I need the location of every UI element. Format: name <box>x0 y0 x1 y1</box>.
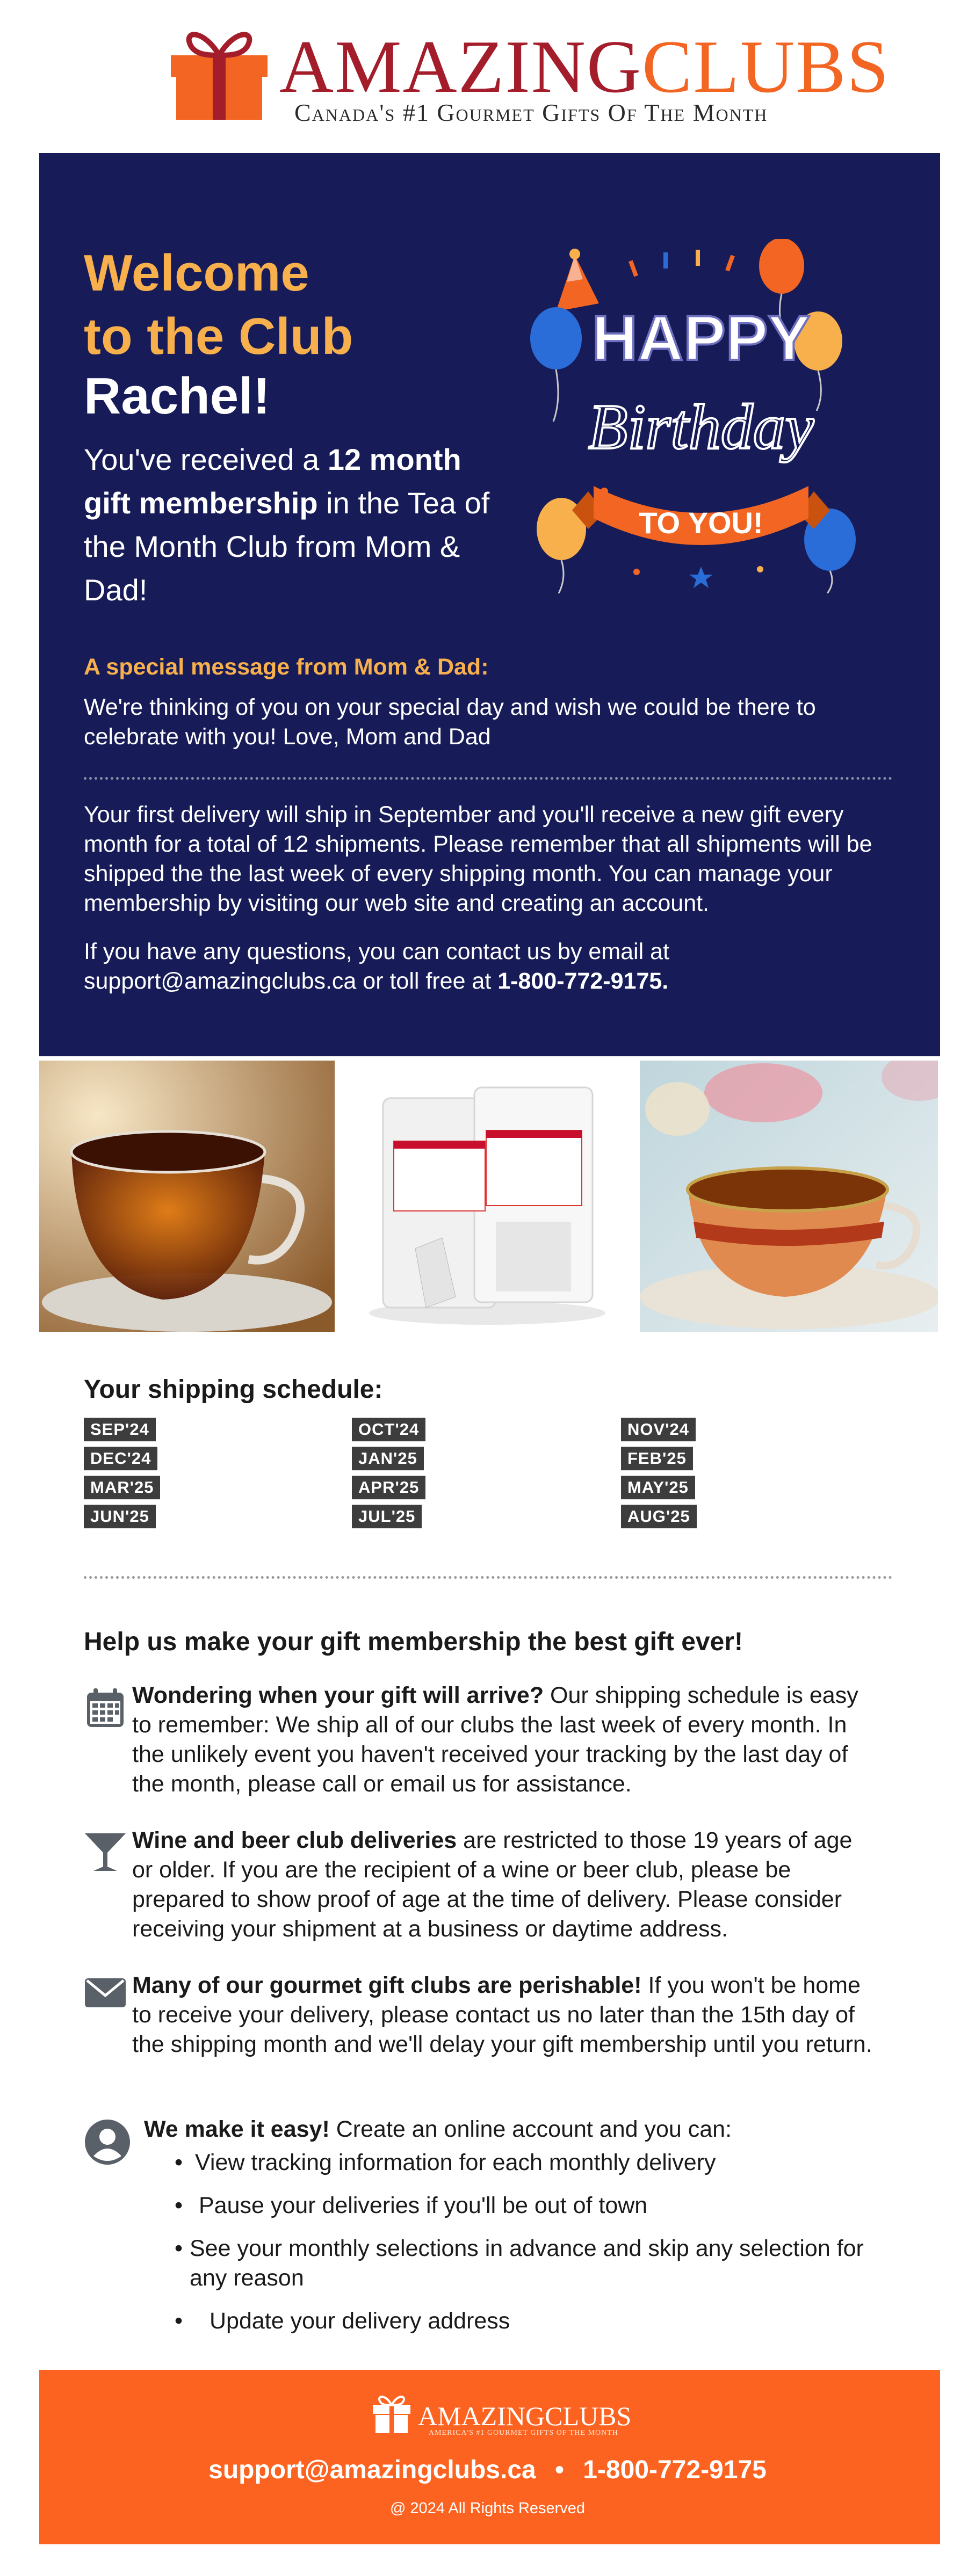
contact-info <box>84 937 890 996</box>
special-message-body: We're thinking of you on your special day and wish we could be there to celebrate with you! Love, Mom and Dad <box>84 694 816 750</box>
shipping-arrival-note <box>132 1681 879 1799</box>
wine-text: are restricted to those 19 years of age or older. If you are the recipient of a wine or beer club, please be prepared to show proof of age at the time of delivery. Please consider receiving your shipment at a business or daytime address. <box>132 1827 853 1942</box>
age-restriction-note <box>132 1826 879 1944</box>
welcome-line-2: to the Club <box>84 308 353 365</box>
schedule-month: JAN'25 <box>352 1447 424 1470</box>
footer-logo[interactable] <box>418 2400 631 2432</box>
envelope-icon <box>84 1971 127 2014</box>
birthday-text: Birthday <box>588 391 814 462</box>
easy-bold: We make it easy! <box>144 2116 330 2142</box>
contact-text: If you have any questions, you can contact us by email at support@amazingclubs.ca or toll free at <box>84 939 669 994</box>
list-bullet: • <box>175 2308 183 2334</box>
footer-logo-part-1: AMAZING <box>418 2401 545 2431</box>
help-section-title: Help us make your gift membership the best gift ever! <box>84 1628 743 1656</box>
happy-text: HAPPY <box>591 303 811 374</box>
tea-bags-photo <box>335 1061 640 1332</box>
schedule-month: AUG'25 <box>621 1505 697 1528</box>
schedule-month: MAR'25 <box>84 1476 160 1499</box>
schedule-month: APR'25 <box>352 1476 425 1499</box>
footer-separator: • <box>555 2456 564 2484</box>
gift-intro <box>84 438 492 612</box>
happy-birthday-image <box>524 239 878 593</box>
benefit-item: Update your delivery address <box>210 2308 510 2334</box>
list-bullet: • <box>175 2150 183 2175</box>
benefit-item: View tracking information for each monthly delivery <box>195 2150 716 2175</box>
logo-tagline: Canada's #1 Gourmet Gifts Of The Month <box>294 99 768 126</box>
shipping-schedule-title: Your shipping schedule: <box>84 1375 383 1404</box>
schedule-month: SEP'24 <box>84 1418 156 1441</box>
arrival-text: Our shipping schedule is easy to remember: We ship all of our clubs the last week of every month. In the unlikely event you haven't received your tracking by the last day of the month, please call or email us for assistance. <box>132 1682 858 1797</box>
banner-text: TO YOU! <box>639 506 763 540</box>
benefit-item: See your monthly selections in advance and skip any selection for any reason <box>190 2236 864 2291</box>
list-bullet: • <box>175 2193 183 2218</box>
welcome-heading <box>84 242 353 368</box>
gift-box-logo-icon <box>167 24 271 121</box>
footer-copyright: @ 2024 All Rights Reserved <box>389 2500 586 2517</box>
intro-bold: 12 month gift membership <box>84 442 461 520</box>
logo-word-amazing: AMAZING <box>279 25 642 108</box>
benefit-item: Pause your deliveries if you'll be out of town <box>199 2193 648 2218</box>
recipient-name: Rachel! <box>84 367 270 425</box>
footer-contact <box>0 2455 975 2485</box>
contact-phone[interactable]: 1-800-772-9175. <box>497 968 669 994</box>
tea-cup-photo <box>39 1061 335 1332</box>
schedule-month: JUL'25 <box>352 1505 422 1528</box>
account-benefits-intro <box>144 2115 885 2144</box>
footer-tagline: AMERICA'S #1 GOURMET GIFTS OF THE MONTH <box>429 2429 618 2437</box>
schedule-month: MAY'25 <box>621 1476 695 1499</box>
list-bullet: • <box>175 2236 183 2261</box>
perishable-bold: Many of our gourmet gift clubs are perishable! <box>132 1972 642 1998</box>
schedule-month: FEB'25 <box>621 1447 693 1470</box>
amazingclubs-logo[interactable] <box>279 25 890 108</box>
intro-text-1: You've received a <box>84 442 328 476</box>
footer-phone-link[interactable]: 1-800-772-9175 <box>583 2456 767 2484</box>
schedule-divider <box>84 1576 892 1579</box>
footer-logo-part-2: CLUBS <box>545 2401 632 2431</box>
wine-bold: Wine and beer club deliveries <box>132 1827 457 1853</box>
schedule-month: OCT'24 <box>352 1418 425 1441</box>
perishable-note <box>132 1971 879 2059</box>
delivery-info: Your first delivery will ship in September and you'll receive a new gift every month for a total of 12 shipments. Please remember that all shipments will be shipped the the last week of every shipping month. You can manage your membership by visiting our web site and creating an account. <box>84 802 872 916</box>
schedule-month: DEC'24 <box>84 1447 157 1470</box>
special-message-title: A special message from Mom & Dad: <box>84 654 489 680</box>
gift-box-icon <box>371 2392 413 2434</box>
schedule-month: NOV'24 <box>621 1418 696 1441</box>
easy-text: Create an online account and you can: <box>329 2116 732 2142</box>
footer-email-link[interactable]: support@amazingclubs.ca <box>208 2456 536 2484</box>
logo-word-clubs: CLUBS <box>642 25 890 108</box>
perishable-text: If you won't be home to receive your delivery, please contact us no later than the 15th day of the shipping month and we'll delay your gift membership until you return. <box>132 1972 872 2057</box>
welcome-line-1: Welcome <box>84 244 309 302</box>
martini-glass-icon <box>84 1831 127 1874</box>
porcelain-tea-cup-photo <box>640 1061 938 1332</box>
intro-text-2: in the Tea of the Month Club from Mom & Dad! <box>84 486 490 607</box>
arrival-bold: Wondering when your gift will arrive? <box>132 1682 544 1708</box>
schedule-month: JUN'25 <box>84 1505 156 1528</box>
user-account-icon <box>84 2118 127 2161</box>
hero-divider <box>84 777 892 780</box>
calendar-icon <box>84 1686 127 1729</box>
